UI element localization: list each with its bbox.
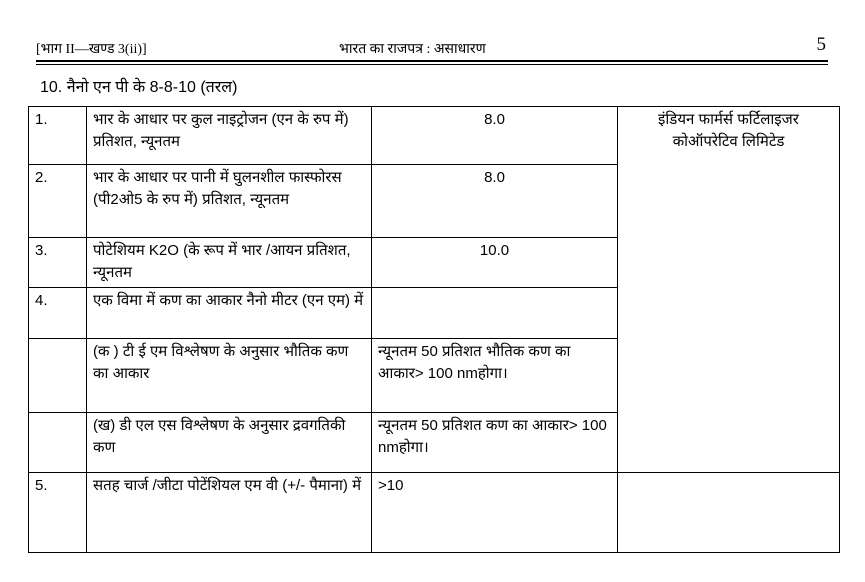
section-title: 10. नैनो एन पी के 8-8-10 (तरल) xyxy=(40,79,238,96)
table-row xyxy=(29,107,840,165)
row-parameter: सतह चार्ज /जीटा पोटेंशियल एम वी (+/- पैमाना) में xyxy=(87,473,372,553)
row-parameter: भार के आधार पर पानी में घुलनशील फास्फोरस (पी2ओ5 के रुप में) प्रतिशत, न्यूनतम xyxy=(87,165,372,238)
row-value: >10 xyxy=(372,473,618,553)
table-row xyxy=(29,473,840,553)
row-number: 2. xyxy=(29,165,87,238)
row-number: 1. xyxy=(29,107,87,165)
row-number: 3. xyxy=(29,238,87,288)
row-parameter: भार के आधार पर कुल नाइट्रोजन (एन के रुप में) प्रतिशत, न्यूनतम xyxy=(87,107,372,165)
row-parameter: पोटेशियम K2O (के रूप में भार /आयन प्रतिशत, न्यूनतम xyxy=(87,238,372,288)
row-number: 5. xyxy=(29,473,87,553)
row-parameter: (ख) डी एल एस विश्लेषण के अनुसार द्रवगतिकी कण xyxy=(87,413,372,473)
page-header xyxy=(36,34,828,59)
row-number xyxy=(29,339,87,413)
row-value: 10.0 xyxy=(372,238,618,288)
row-value: 8.0 xyxy=(372,107,618,165)
header-section-label: [भाग II—खण्ड 3(ii)] xyxy=(36,42,147,57)
header-rule-thick xyxy=(36,60,828,62)
row-value xyxy=(372,288,618,339)
row-parameter: एक विमा में कण का आकार नैनो मीटर (एन एम) में xyxy=(87,288,372,339)
page-number: 5 xyxy=(816,34,826,55)
header-gazette-title: भारत का राजपत्र : असाधारण xyxy=(339,42,486,57)
row-value: न्यूनतम 50 प्रतिशत भौतिक कण का आकार> 100 nmहोगा। xyxy=(372,339,618,413)
row-number: 4. xyxy=(29,288,87,339)
empty-cell xyxy=(618,473,840,553)
manufacturer-cell: इंडियन फार्मर्स फर्टिलाइजर कोऑपरेटिव लिमिटेड xyxy=(618,107,840,473)
row-number xyxy=(29,413,87,473)
header-rule-thin xyxy=(36,64,828,65)
row-value: 8.0 xyxy=(372,165,618,238)
row-parameter: (क ) टी ई एम विश्लेषण के अनुसार भौतिक कण का आकार xyxy=(87,339,372,413)
specification-table xyxy=(28,106,840,553)
row-value: न्यूनतम 50 प्रतिशत कण का आकार> 100 nmहोगा। xyxy=(372,413,618,473)
